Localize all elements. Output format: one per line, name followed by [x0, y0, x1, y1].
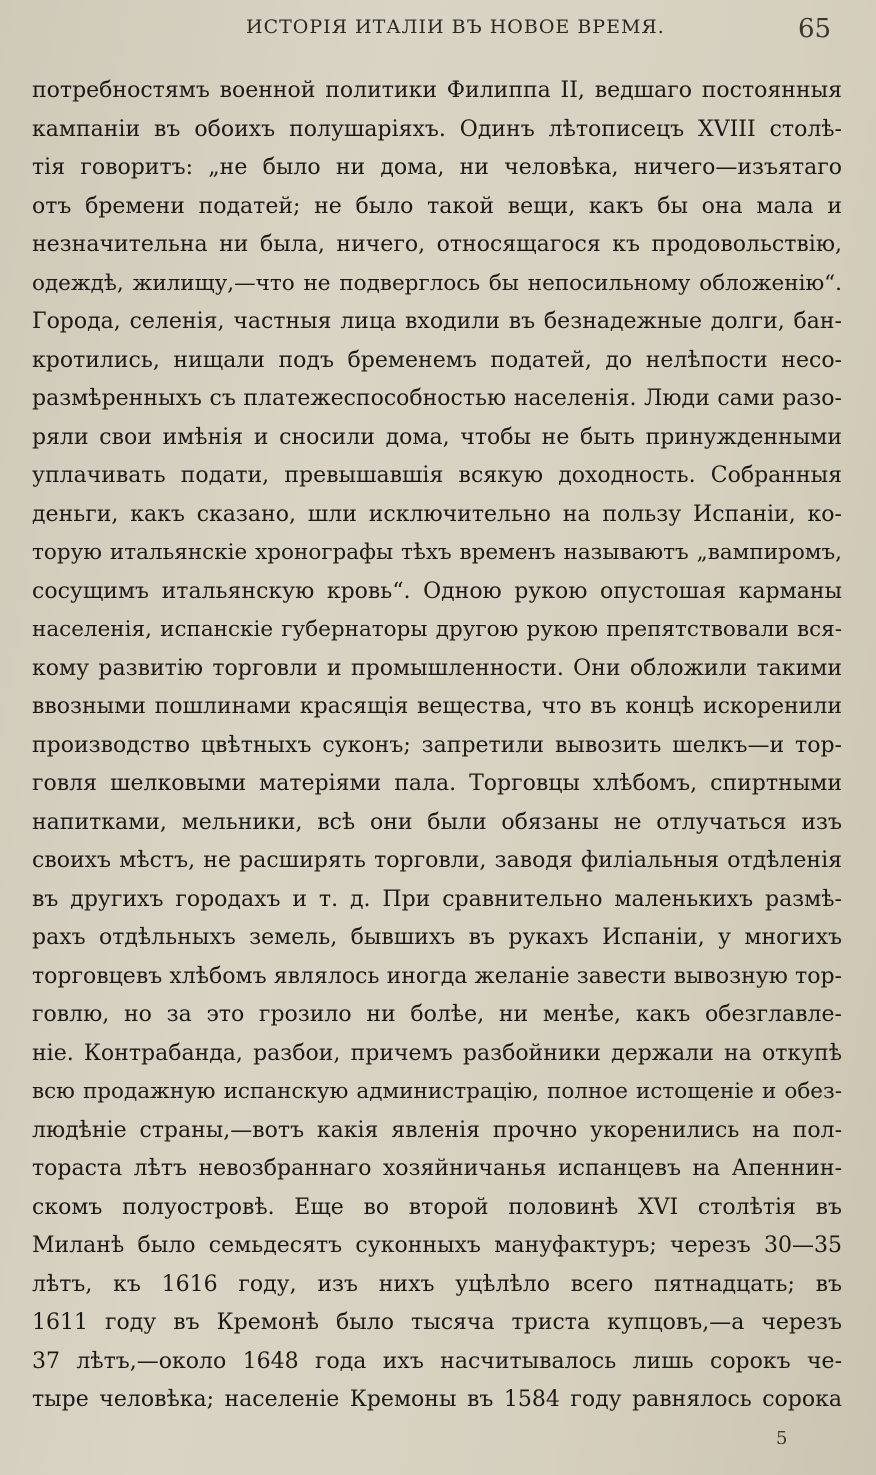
text-line: Города, селенія, частныя лица входили въ безнадежные долги, бан- — [32, 309, 842, 334]
text-line: говля шелковыми матеріями пала. Торговцы хлѣбомъ, спиртными — [32, 771, 842, 796]
text-line: тія говоритъ: „не было ни дома, ни человѣка, ничего—изъятаго — [32, 155, 842, 180]
signature-mark: 5 — [776, 1428, 788, 1449]
text-line: рахъ отдѣльныхъ земель, бывшихъ въ рукахъ Испаніи, у многихъ — [32, 925, 842, 950]
text-line: говлю, но за это грозило ни болѣе, ни менѣе, какъ обезглавле- — [32, 1002, 842, 1027]
text-line: тораста лѣтъ невозбраннаго хозяйничанья испанцевъ на Апеннин- — [32, 1156, 842, 1181]
text-line: лѣтъ, къ 1616 году, изъ нихъ уцѣлѣло всего пятнадцать; въ — [32, 1271, 842, 1297]
text-line: въ другихъ городахъ и т. д. При сравнительно маленькихъ размѣ- — [32, 886, 842, 912]
text-line: потребностямъ военной политики Филиппа II, ведшаго постоянныя — [32, 78, 842, 103]
text-line: скомъ полуостровѣ. Еще во второй половинѣ XVI столѣтія въ — [32, 1194, 842, 1220]
body-text — [32, 72, 842, 1420]
text-line: деньги, какъ сказано, шли исключительно на пользу Испаніи, ко- — [32, 501, 842, 527]
text-line: торговцевъ хлѣбомъ являлось иногда желаніе завести вывозную тор- — [32, 963, 842, 989]
text-line: кому развитію торговли и промышленности. Они обложили такими — [32, 655, 842, 681]
text-line: ввозными пошлинами красящія вещества, что въ концѣ искоренили — [32, 694, 842, 719]
text-line: ніе. Контрабанда, разбои, причемъ разбойники держали на откупѣ — [32, 1040, 842, 1066]
text-line: производство цвѣтныхъ суконъ; запретили вывозить шелкъ—и тор- — [32, 732, 842, 758]
text-line: ряли свои имѣнія и сносили дома, чтобы не быть принужденными — [32, 424, 842, 450]
page-number: 65 — [798, 14, 832, 44]
text-line: одеждѣ, жилищу,—что не подверглось бы непосильному обложенію“. — [32, 270, 842, 296]
text-line: отъ бремени податей; не было такой вещи, какъ бы она мала и — [32, 193, 842, 219]
text-line: населенія, испанскіе губернаторы другою рукою препятствовали вся- — [32, 617, 842, 642]
text-line: всю продажную испанскую администрацію, полное истощеніе и обез- — [32, 1079, 842, 1104]
text-line: 1611 году въ Кремонѣ было тысяча триста купцовъ,—а черезъ — [32, 1310, 842, 1335]
text-line: Миланѣ было семьдесятъ суконныхъ мануфактуръ; черезъ 30—35 — [32, 1233, 842, 1258]
text-line: кротились, нищали подъ бременемъ податей, до нелѣпости несо- — [32, 347, 842, 373]
text-line: размѣренныхъ съ платежеспособностью населенія. Люди сами разо- — [32, 386, 842, 411]
text-line: сосущимъ итальянскую кровь“. Одною рукою опустошая карманы — [32, 578, 842, 604]
running-title: ИСТОРІЯ ИТАЛІИ ВЪ НОВОЕ ВРЕМЯ. — [246, 16, 665, 38]
text-line: тыре человѣка; населеніе Кремоны въ 1584 году равнялось сорока — [32, 1387, 842, 1412]
text-line: напитками, мельники, всѣ они были обязаны не отлучаться изъ — [32, 809, 842, 835]
text-line: уплачивать подати, превышавшія всякую доходность. Собранныя — [32, 463, 842, 488]
text-line: 37 лѣтъ,—около 1648 года ихъ насчитывалось лишь сорокъ че- — [32, 1348, 842, 1374]
text-line: торую итальянскіе хронографы тѣхъ временъ называютъ „вампиромъ, — [32, 540, 842, 565]
page-header — [0, 14, 876, 48]
text-line: незначительна ни была, ничего, относящагося къ продовольствію, — [32, 232, 842, 257]
text-line: людѣніе страны,—вотъ какія явленія прочно укоренились на пол- — [32, 1117, 842, 1143]
text-line: своихъ мѣстъ, не расширять торговли, заводя филіальныя отдѣленія — [32, 848, 842, 873]
text-line: кампаніи въ обоихъ полушаріяхъ. Одинъ лѣтописецъ XVIII столѣ- — [32, 116, 842, 142]
